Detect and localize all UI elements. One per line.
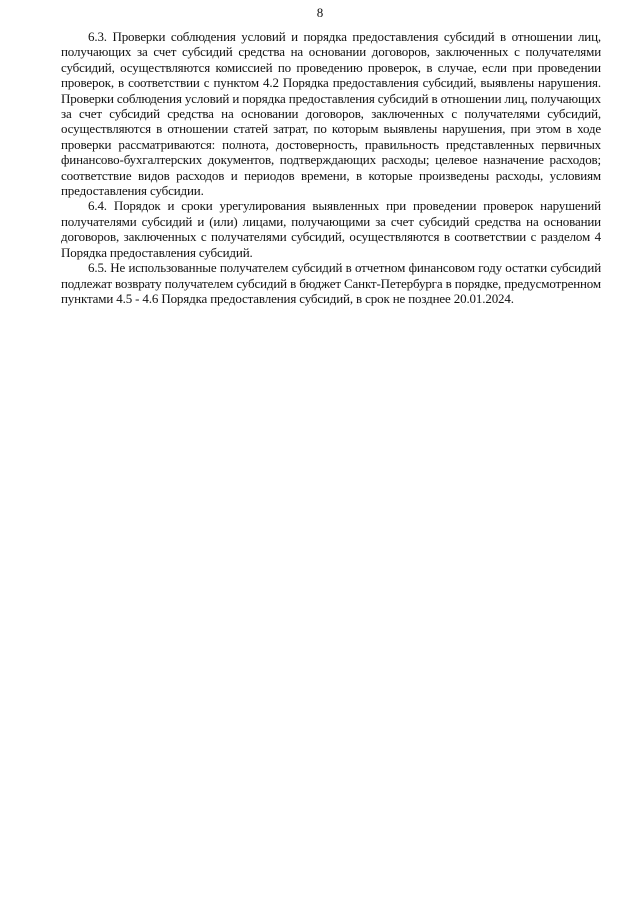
paragraph-6-3: 6.3. Проверки соблюдения условий и порядка предоставления субсидий в отношении лиц, получающих за счет субсидий средства на основании договоров, заключенных с получателями субсидий, осуществляются комиссией по проведению проверок, в случае, если при проведении проверок, в соответствии с пунктом 4.2 Порядка предоставления субсидий, выявлены нарушения. Проверки соблюдения условий и порядка предоставления субсидий в отношении лиц, получающих за счет субсидий средства на основании договоров, заключенных с получателями субсидий, осуществляются в отношении статей затрат, по которым выявлены нарушения, при этом в ходе проверки рассматриваются: полнота, достоверность, правильность представленных первичных финансово-бухгалтерских документов, подтверждающих расходы; целевое назначение расходов; соответствие видов расходов и периодов времени, в которые произведены расходы, условиям предоставления субсидии. — [61, 29, 601, 199]
document-body — [61, 29, 601, 306]
paragraph-6-4: 6.4. Порядок и сроки урегулирования выявленных при проведении проверок нарушений получателями субсидий и (или) лицами, получающими за счет субсидий средства на основании договоров, заключенных с получателями субсидий, осуществляются в соответствии с разделом 4 Порядка предоставления субсидий. — [61, 198, 601, 260]
paragraph-6-5: 6.5. Не использованные получателем субсидий в отчетном финансовом году остатки субсидий подлежат возврату получателем субсидий в бюджет Санкт-Петербурга в порядке, предусмотренном пунктами 4.5 - 4.6 Порядка предоставления субсидий, в срок не позднее 20.01.2024. — [61, 260, 601, 306]
page-number: 8 — [316, 5, 324, 20]
